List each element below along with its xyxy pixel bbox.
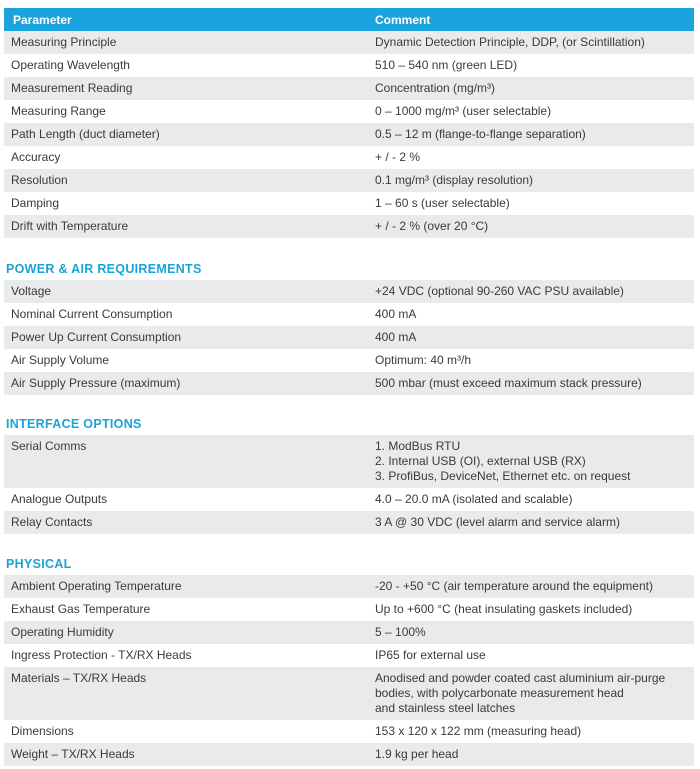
parameter-cell: Resolution: [11, 173, 68, 187]
table-row: [4, 215, 694, 238]
comment-cell: [375, 196, 693, 211]
comment-cell: [375, 648, 693, 663]
comment-line: Optimum: 40 m³/h: [375, 353, 472, 367]
parameter-cell: Weight – TX/RX Heads: [11, 747, 135, 761]
comment-line: IP65 for external use: [375, 648, 486, 662]
comment-line: 3. ProfiBus, DeviceNet, Ethernet etc. on request: [375, 469, 631, 483]
comment-line: 400 mA: [375, 330, 417, 344]
table-row: [4, 169, 694, 192]
parameter-cell: Drift with Temperature: [11, 219, 129, 233]
comment-cell: [375, 104, 693, 119]
comment-cell: [375, 127, 693, 142]
table-row: [4, 667, 694, 720]
comment-cell: [375, 515, 693, 530]
comment-cell: [375, 284, 693, 299]
table-row: [4, 77, 694, 100]
comment-line: and stainless steel latches: [375, 701, 516, 715]
parameter-cell: Damping: [11, 196, 60, 210]
comment-line: Dynamic Detection Principle, DDP, (or Scintillation): [375, 35, 645, 49]
parameter-cell: Air Supply Pressure (maximum): [11, 376, 181, 390]
table-row: [4, 54, 694, 77]
comment-line: +24 VDC (optional 90-260 VAC PSU available): [375, 284, 624, 298]
comment-cell: [375, 671, 693, 716]
comment-cell: [375, 307, 693, 322]
parameter-cell: Exhaust Gas Temperature: [11, 602, 151, 616]
parameter-cell: Nominal Current Consumption: [11, 307, 173, 321]
table-row: [4, 146, 694, 169]
comment-line: Up to +600 °C (heat insulating gaskets included): [375, 602, 633, 616]
table-row: [4, 644, 694, 667]
comment-line: 0.5 – 12 m (flange-to-flange separation): [375, 127, 586, 141]
parameter-cell: Dimensions: [11, 724, 74, 738]
section-title-physical: PHYSICAL: [6, 557, 72, 571]
section-title-interface: INTERFACE OPTIONS: [6, 417, 142, 431]
table-row: [4, 743, 694, 766]
comment-line: 5 – 100%: [375, 625, 426, 639]
comment-cell: [375, 602, 693, 617]
table-row: [4, 621, 694, 644]
table-row: [4, 598, 694, 621]
comment-cell: [375, 150, 693, 165]
parameter-cell: Power Up Current Consumption: [11, 330, 182, 344]
table-row: [4, 372, 694, 395]
comment-cell: [375, 58, 693, 73]
comment-line: Anodised and powder coated cast aluminium air-purge: [375, 671, 666, 685]
table-row: [4, 435, 694, 488]
table-row: [4, 511, 694, 534]
comment-line: 3 A @ 30 VDC (level alarm and service alarm): [375, 515, 620, 529]
comment-line: 400 mA: [375, 307, 417, 321]
comment-line: -20 - +50 °C (air temperature around the equipment): [375, 579, 653, 593]
parameter-cell: Relay Contacts: [11, 515, 93, 529]
parameter-cell: Operating Wavelength: [11, 58, 130, 72]
comment-line: Concentration (mg/m³): [375, 81, 496, 95]
table-row: [4, 280, 694, 303]
comment-line: 1.9 kg per head: [375, 747, 459, 761]
comment-line: 2. Internal USB (OI), external USB (RX): [375, 454, 586, 468]
comment-line: 153 x 120 x 122 mm (measuring head): [375, 724, 582, 738]
comment-column-header: Comment: [375, 13, 431, 27]
table-row: [4, 488, 694, 511]
parameter-cell: Operating Humidity: [11, 625, 114, 639]
comment-line: 510 – 540 nm (green LED): [375, 58, 518, 72]
comment-cell: [375, 625, 693, 640]
table-row: [4, 326, 694, 349]
table-row: [4, 575, 694, 598]
comment-cell: [375, 724, 693, 739]
comment-cell: [375, 81, 693, 96]
comment-cell: [375, 173, 693, 188]
parameter-cell: Ambient Operating Temperature: [11, 579, 182, 593]
parameter-column-header: Parameter: [13, 13, 72, 27]
comment-cell: [375, 439, 693, 484]
comment-cell: [375, 353, 693, 368]
comment-cell: [375, 747, 693, 762]
parameter-cell: Path Length (duct diameter): [11, 127, 160, 141]
comment-line: bodies, with polycarbonate measurement head: [375, 686, 624, 700]
parameter-cell: Materials – TX/RX Heads: [11, 671, 147, 685]
parameter-cell: Measurement Reading: [11, 81, 133, 95]
parameter-cell: Measuring Range: [11, 104, 106, 118]
comment-line: 0 – 1000 mg/m³ (user selectable): [375, 104, 552, 118]
comment-line: 500 mbar (must exceed maximum stack pressure): [375, 376, 642, 390]
comment-cell: [375, 219, 693, 234]
table-row: [4, 192, 694, 215]
parameter-cell: Ingress Protection - TX/RX Heads: [11, 648, 192, 662]
comment-line: 4.0 – 20.0 mA (isolated and scalable): [375, 492, 573, 506]
parameter-cell: Voltage: [11, 284, 52, 298]
comment-cell: [375, 35, 693, 50]
table-row: [4, 303, 694, 326]
comment-line: 1. ModBus RTU: [375, 439, 461, 453]
table-row: [4, 31, 694, 54]
table-header: [4, 8, 694, 31]
comment-cell: [375, 492, 693, 507]
comment-line: + / - 2 % (over 20 °C): [375, 219, 489, 233]
parameter-cell: Accuracy: [11, 150, 61, 164]
table-row: [4, 123, 694, 146]
comment-cell: [375, 579, 693, 594]
table-row: [4, 720, 694, 743]
parameter-cell: Air Supply Volume: [11, 353, 110, 367]
comment-cell: [375, 376, 693, 391]
section-title-power: POWER & AIR REQUIREMENTS: [6, 262, 202, 276]
parameter-cell: Measuring Principle: [11, 35, 117, 49]
parameter-cell: Analogue Outputs: [11, 492, 108, 506]
table-row: [4, 349, 694, 372]
comment-line: 1 – 60 s (user selectable): [375, 196, 510, 210]
comment-cell: [375, 330, 693, 345]
comment-line: 0.1 mg/m³ (display resolution): [375, 173, 534, 187]
table-row: [4, 100, 694, 123]
comment-line: + / - 2 %: [375, 150, 421, 164]
parameter-cell: Serial Comms: [11, 439, 87, 453]
